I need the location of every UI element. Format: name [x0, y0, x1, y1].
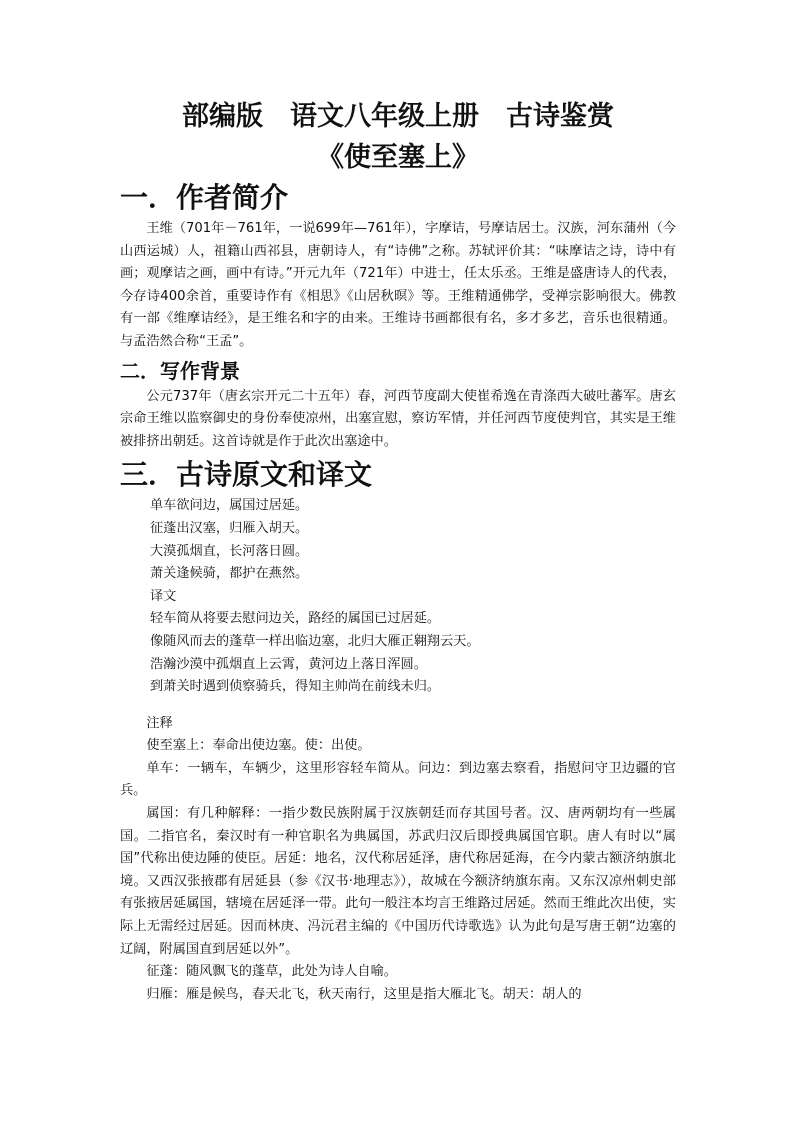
note-item: 单车：一辆车，车辆少，这里形容轻车简从。问边：到边塞去察看，指慰问守卫边疆的官兵。 — [120, 760, 676, 799]
section-heading-author: 一．作者简介 — [120, 181, 289, 214]
poem-line: 萧关逢候骑，都护在燕然。 — [150, 566, 309, 582]
section-heading-background: 二．写作背景 — [120, 358, 240, 383]
translation-line: 轻车简从将要去慰问边关，路经的属国已过居延。 — [150, 611, 441, 627]
note-item: 归雁：雁是候鸟，春天北飞，秋天南行，这里是指大雁北飞。胡天：胡人的 — [146, 986, 582, 1002]
poem-line: 单车欲问边，属国过居延。 — [150, 498, 309, 514]
document-subtitle: 《使至塞上》 — [317, 142, 479, 173]
author-paragraph: 王维（701年－761年，一说699年—761年），字摩诘，号摩诘居士。汉族，河东蒲州（今山西运城）人，祖籍山西祁县，唐朝诗人，有“诗佛”之称。苏轼评价其：“味摩诘之诗，诗中有画；观摩诘之画，画中有诗。”开元九年（721年）中进士，任太乐丞。王维是盛唐诗人的代表，今存诗400余首，重要诗作有《相思》《山居秋暝》等。王维精通佛学，受禅宗影响很大。佛教有一部《维摩诘经》，是王维名和字的由来。王维诗书画都很有名，多才多艺，音乐也很精通。与孟浩然合称“王孟”。 — [120, 221, 676, 349]
note-item: 使至塞上：奉命出使边塞。使：出使。 — [146, 738, 371, 754]
notes-label: 注释 — [146, 715, 173, 731]
translation-label: 译文 — [150, 588, 177, 604]
poem-line: 征蓬出汉塞，归雁入胡天。 — [150, 520, 309, 536]
spacer — [120, 699, 676, 713]
note-item: 征蓬：随风飘飞的蓬草，此处为诗人自喻。 — [146, 964, 397, 980]
poem-line: 大漠孤烟直，长河落日圆。 — [150, 543, 309, 559]
poem-lines — [120, 495, 676, 585]
note-item: 属国：有几种解释：一指少数民族附属于汉族朝廷而存其国号者。汉、唐两朝均有一些属国。二指官名，秦汉时有一种官职名为典属国，苏武归汉后即授典属国官职。唐人有时以“属国”代称出使边陲的使臣。居延：地名，汉代称居延泽，唐代称居延海，在今内蒙古额济纳旗北境。又西汉张掖郡有居延县（参《汉书·地理志》），故城在今额济纳旗东南。又东汉凉州刺史部有张掖居延属国，辖境在居延泽一带。此句一般注本均言王维路过居延。然而王维此次出使，实际上无需经过居延。因而林庚、冯沅君主编的《中国历代诗歌选》认为此句是写唐王朝“边塞的辽阔，附属国直到居延以外”。 — [120, 806, 676, 957]
document-title: 部编版 语文八年级上册 古诗鉴赏 — [182, 101, 614, 132]
section-heading-poem: 三．古诗原文和译文 — [120, 458, 373, 492]
background-paragraph: 公元737年（唐玄宗开元二十五年）春，河西节度副大使崔希逸在青涤西大破吐蕃军。唐玄宗命王维以监察御史的身份奉使凉州，出塞宣慰，察访军情，并任河西节度使判官，其实是王维被排挤出朝廷。这首诗就是作于此次出塞途中。 — [120, 388, 676, 449]
translation-line: 像随风而去的蓬草一样出临边塞，北归大雁正翱翔云天。 — [150, 633, 480, 649]
notes-block — [120, 713, 676, 1007]
translation-block — [120, 586, 676, 699]
translation-line: 到萧关时遇到侦察骑兵，得知主帅尚在前线未归。 — [150, 679, 441, 695]
document-page — [120, 96, 676, 1006]
translation-line: 浩瀚沙漠中孤烟直上云霄，黄河边上落日浑圆。 — [150, 656, 427, 672]
